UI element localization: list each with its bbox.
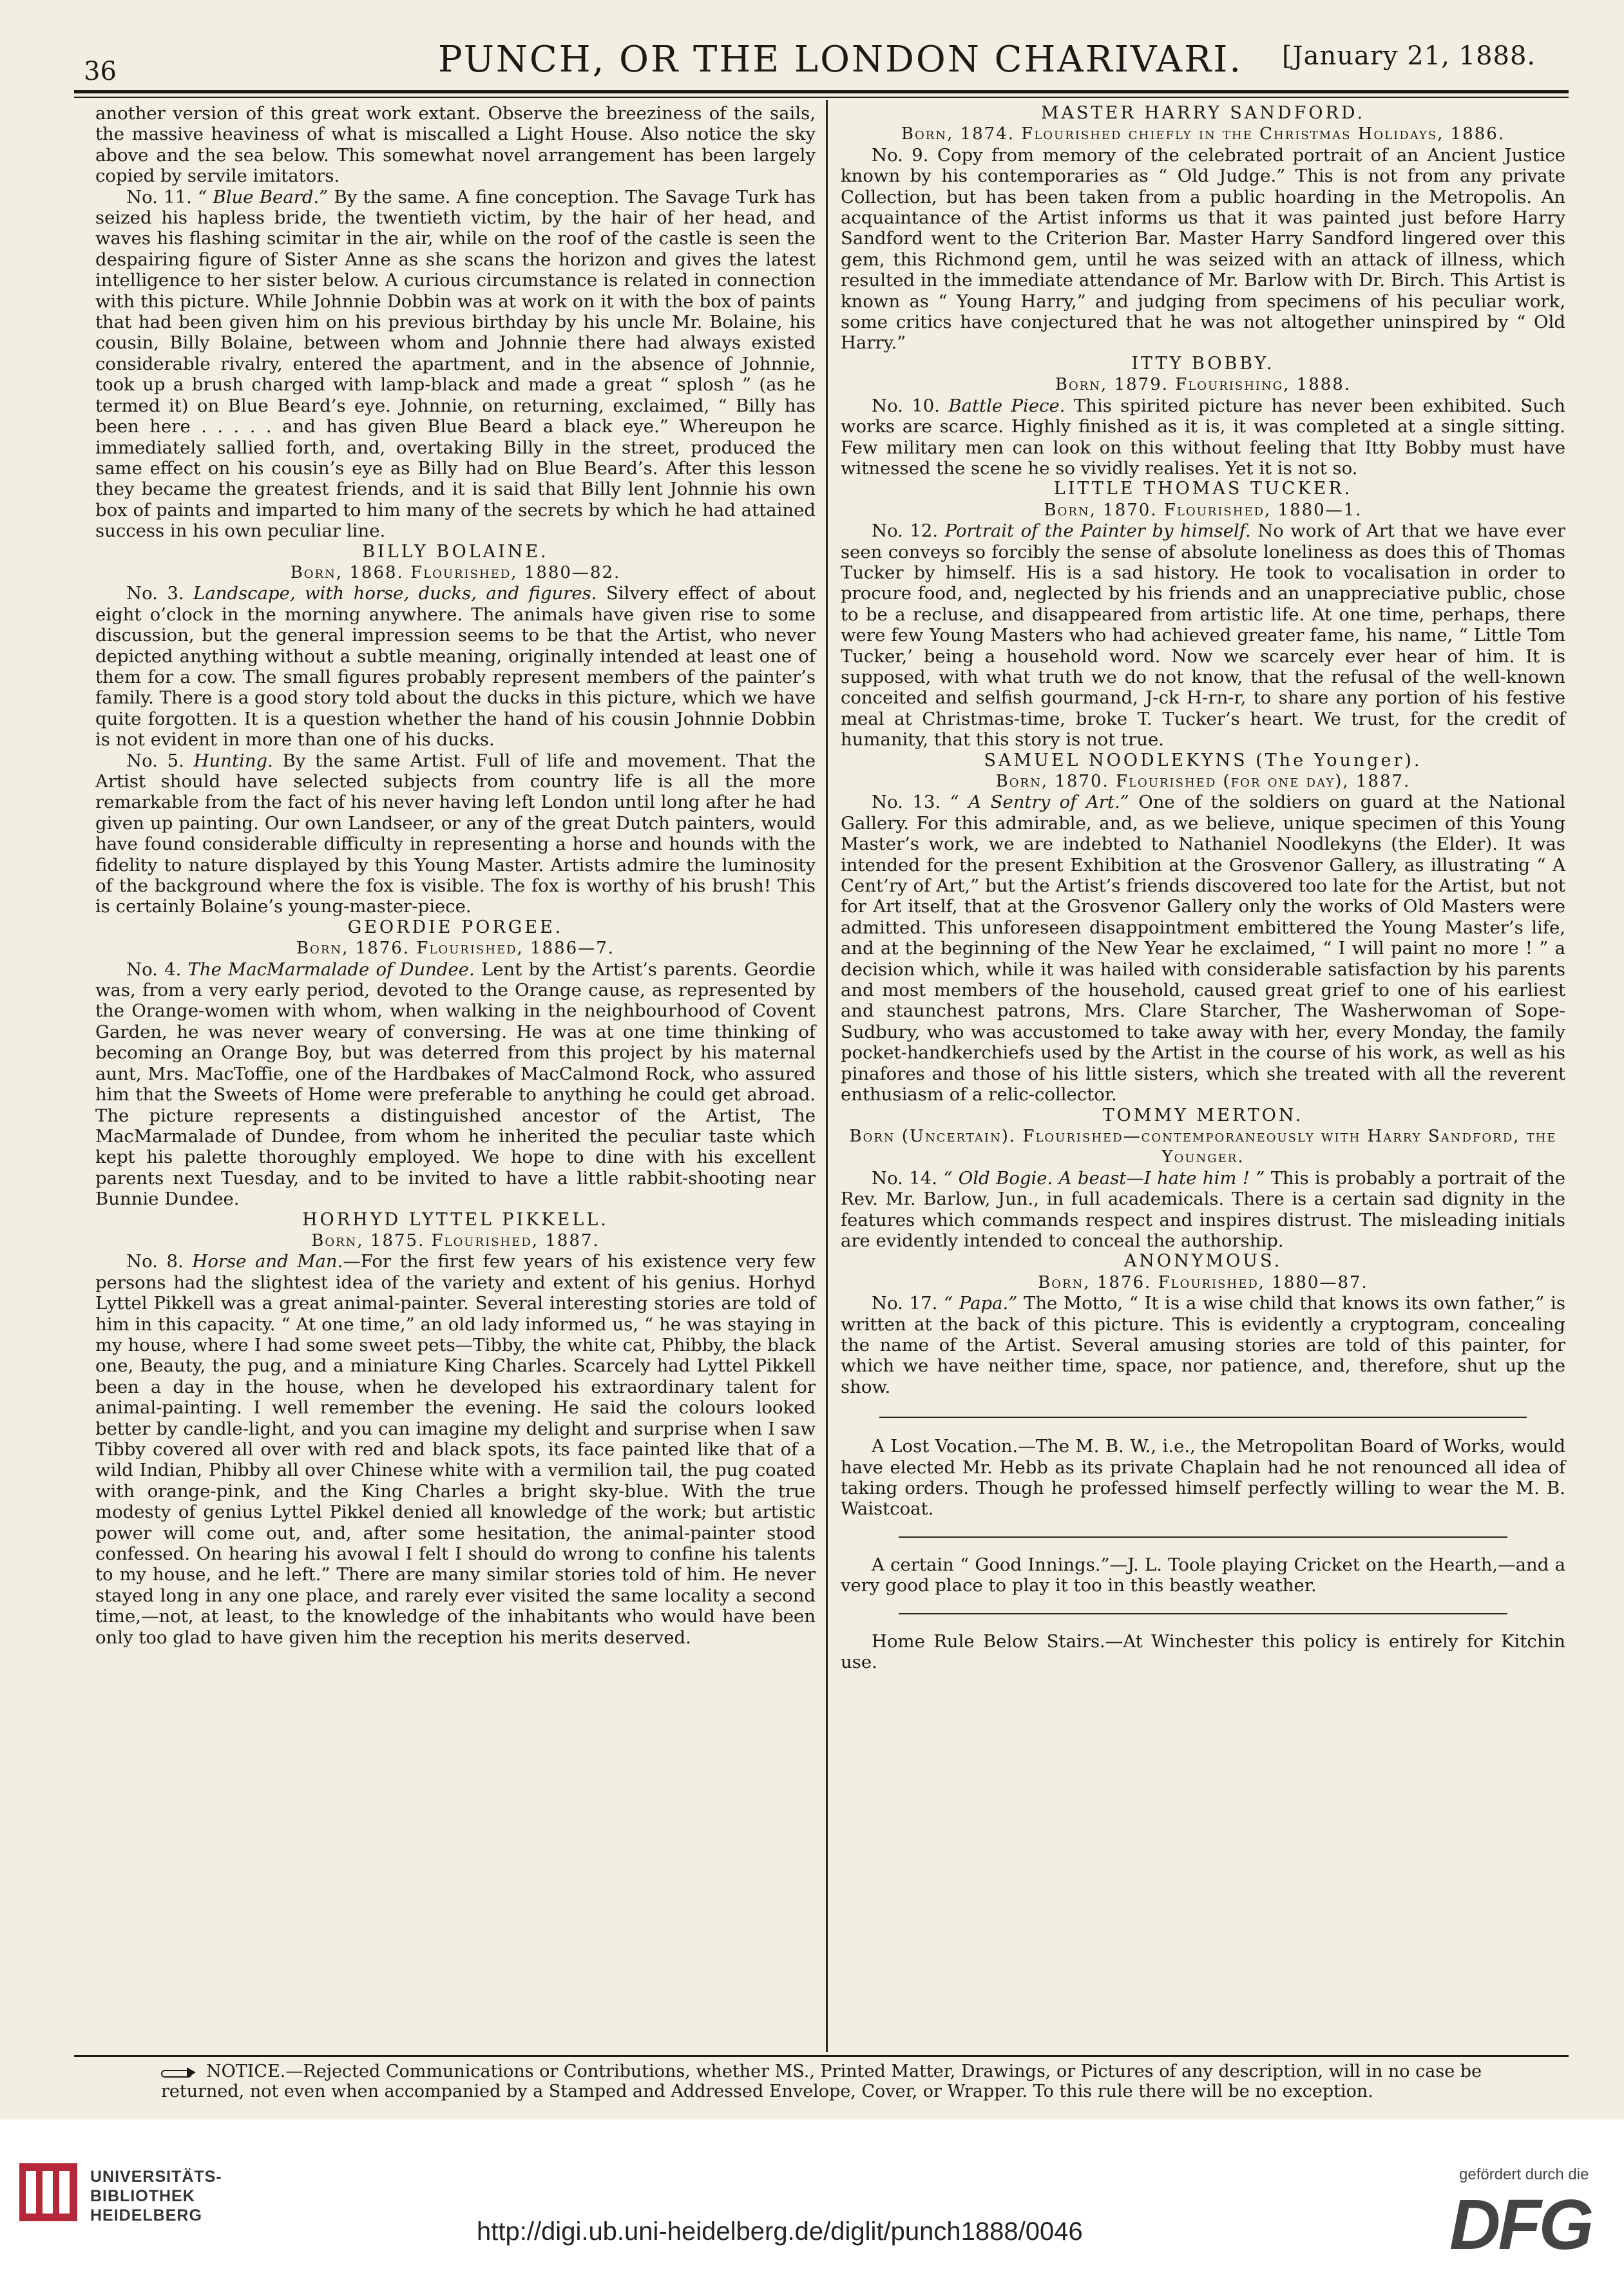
- artist-heading: HORHYD LYTTEL PIKKELL.: [302, 1209, 609, 1230]
- issue-date: [January 21, 1888.: [1282, 41, 1536, 71]
- entry-title: Horse and Man.: [192, 1251, 343, 1272]
- entry-text: Lent by the Artist’s parents. Geordie was, from a very early period, devoted to the Orange cause, as represented by the Orange-women with whom, when walking in the neighbourhood of Covent Garden, he was never weary of conversing. He was at one time thinking of becoming an Orange Boy, but was deterred from this project by his maternal aunt, Mrs. MacToffie, one of the Hardbakes of MacCalmond Rock, who assured him that the Sweets of Home were preferable to anything he could get abroad. The picture represents a distinguished ancestor of the Artist, The MacMarmalade of Dundee, from whom he inherited the peculiar taste which kept his palette thoroughly employed. We hope to dine with his excellent parents next Tuesday, and to be invited to have a little rabbit-shooting near Bunnie Dundee.: [95, 959, 816, 1210]
- entry-number: No. 11.: [126, 186, 192, 207]
- artist-heading: TOMMY MERTON.: [1102, 1105, 1304, 1125]
- column-divider: [826, 100, 828, 2052]
- paragraph: A Lost Vocation.—The M. B. W., i.e., the Metropolitan Board of Works, would have elected Mr. Hebb as its private Chaplain had he not renounced all idea of taking orders. Though he professed himself perfectly willing to wear the M. B. Waistcoat.: [841, 1436, 1565, 1520]
- paragraph: [841, 792, 1565, 1105]
- source-url-link[interactable]: http://digi.ub.uni-heidelberg.de/diglit/punch1888/0046: [477, 2217, 1083, 2246]
- paragraph: A certain “ Good Innings.”—J. L. Toole playing Cricket on the Hearth,—and a very good place to play it too in this beastly weather.: [841, 1554, 1565, 1596]
- notice: [161, 2061, 1565, 2101]
- page-number: 36: [84, 57, 117, 86]
- entry-title: Portrait of the Painter by himself.: [944, 521, 1251, 542]
- artist-heading: BILLY BOLAINE.: [362, 541, 549, 562]
- left-column: [95, 103, 816, 1648]
- library-logo: [19, 2158, 277, 2248]
- header-rule: [74, 90, 1569, 93]
- artist-heading: ITTY BOBBY.: [1131, 353, 1275, 374]
- notice-text: NOTICE.—Rejected Communications or Contributions, whether MS., Printed Matter, Drawings, or Pictures of any description, will in no case be returned, not even when accompanied by a Stamped and Addressed Envelope, Cover, or Wrapper. To this rule there will be no exception.: [161, 2061, 1482, 2101]
- entry-number: No. 17.: [872, 1293, 938, 1314]
- entry-number: No. 13.: [872, 792, 941, 813]
- artist-dates: Born, 1874. Flourished chiefly in the Christmas Holidays, 1886.: [901, 124, 1505, 144]
- entry-number: No. 9.: [872, 144, 929, 166]
- entry-number: No. 12.: [872, 521, 939, 542]
- artist-dates: Born, 1870. Flourished, 1880—1.: [1044, 500, 1362, 520]
- entry-text: This spirited picture has never been exhibited. Such works are scarce. Highly finished as it is, it was completed at a single sitting. Few military men can look on this without feeling that Itty Bobby must have witnessed the scene he so vividly realises. Yet it is not so.: [841, 395, 1565, 479]
- entry-text: One of the soldiers on guard at the National Gallery. For this admirable, and, as we believe, unique specimen of this Young Master’s work, we are indebted to Nathaniel Noodlekyns (the Elder). It was intended for the present Exhibition at the Grosvenor Gallery, as illustrating “ A Cent’ry of Art,” but the Artist’s friends discovered too late for the Artist, but not for Art itself, that at the Grosvenor Gallery only the works of Old Masters were admitted. This unforeseen disappointment embittered the Young Master’s life, and at the beginning of the New Year he exclaimed, “ I will paint no more ! ” a decision which, while it was hailed with considerable satisfaction by his parents and most members of the household, caused great grief to one of his earliest and staunchest patrons, Mrs. Clare Starcher, The Washerwoman of Sope-Sudbury, who was accustomed to take away with her, every Monday, the family pocket-handkerchiefs used by the Artist in the course of his work, as well as his pinafores and those of his little sisters, which she treated with all the reverent enthusiasm of a relic-collector.: [841, 792, 1565, 1105]
- footer-rule: [74, 2055, 1569, 2057]
- entry-number: No. 4.: [126, 959, 182, 980]
- artist-heading: SAMUEL NOODLEKYNS (The Younger).: [984, 750, 1422, 770]
- entry-text: The Motto, “ It is a wise child that knows its own father,” is written at the back of this picture. This is evidently a cryptogram, concealing the name of the Artist. Several amusing stories are told of this painter, for which we have neither time, space, nor patience, and, therefore, shut up the show.: [841, 1293, 1565, 1397]
- funder-logo: DFG: [1449, 2185, 1592, 2264]
- artist-dates: Born, 1876. Flourished, 1880—87.: [1038, 1272, 1368, 1292]
- paragraph: [841, 521, 1565, 750]
- entry-title: “ A Sentry of Art.”: [950, 792, 1129, 813]
- entry-title: “ Blue Beard.”: [198, 186, 329, 207]
- library-name: [90, 2167, 222, 2225]
- entry-text: This is probably a portrait of the Rev. Mr. Barlow, Jun., in full academicals. There is a certain sad dignity in the features which commands respect and inspires distrust. The misleading initials are evidently intended to conceal the authorship.: [841, 1167, 1565, 1251]
- header-rule-thin: [74, 97, 1569, 98]
- pointing-hand-icon: [161, 2064, 200, 2081]
- artist-dates: Born, 1868. Flourished, 1880—82.: [290, 562, 621, 582]
- entry-title: Landscape, with horse, ducks, and figures.: [193, 583, 597, 604]
- funder-caption: gefördert durch die: [1459, 2166, 1589, 2183]
- entry-title: The MacMarmalade of Dundee.: [187, 959, 475, 980]
- entry-title: “ Old Bogie. A beast—I hate him ! ”: [943, 1167, 1265, 1189]
- paragraph: Home Rule Below Stairs.—At Winchester this policy is entirely for Kitchin use.: [841, 1630, 1565, 1673]
- entry-text: Silvery effect of about eight o’clock in the morning anywhere. The animals have given rise to some discussion, but the general impression seems to be that the Artist, who never depicted anything without a subtle meaning, originally intended at least one of them for a cow. The small figures probably represent members of the painter’s family. There is a good story told about the ducks in this picture, which we have quite forgotten. It is a question whether the hand of his cousin Johnnie Dobbin is not evident in more than one of his ducks.: [95, 583, 816, 751]
- entry-title: Battle Piece.: [948, 395, 1065, 416]
- paragraph: [95, 751, 816, 917]
- library-name-line: BIBLIOTHEK: [90, 2187, 195, 2205]
- artist-dates: Born, 1879. Flourishing, 1888.: [1055, 375, 1352, 395]
- section-divider: [899, 1536, 1507, 1538]
- entry-text: Copy from memory of the celebrated portrait of an Ancient Justice known by his contemporaries as “ Old Judge.” This is not from any private Collection, but has been taken from a public hoarding in the Metropolis. An acquaintance of the Artist informs us that it was painted just before Harry Sandford went to the Criterion Bar. Master Harry Sandford lingered over this gem, this Richmond gem, until he was seized with an attack of illness, which resulted in the immediate attendance of Mr. Barlow with Dr. Birch. This Artist is known as “ Young Harry,” and judging from specimens of his peculiar work, some critics have conjectured that he was not altogether uninspired by “ Old Harry.”: [841, 144, 1565, 354]
- artist-heading: GEORDIE PORGEE.: [347, 917, 564, 937]
- entry-number: No. 10.: [872, 395, 940, 416]
- right-column: [841, 103, 1565, 1672]
- library-logo-icon: [19, 2163, 77, 2221]
- library-name-line: HEIDELBERG: [90, 2206, 202, 2224]
- paragraph: [841, 396, 1565, 479]
- paragraph: [95, 187, 816, 542]
- paragraph: [841, 1293, 1565, 1397]
- paragraph: [95, 959, 816, 1210]
- entry-number: No. 3.: [126, 583, 184, 604]
- artist-dates: Born, 1876. Flourished, 1886—7.: [296, 939, 615, 959]
- paragraph: [841, 1168, 1565, 1252]
- artist-dates: Born, 1875. Flourished, 1887.: [311, 1230, 600, 1250]
- entry-text: —For the first few years of his existence very few persons had the slightest idea of the variety and extent of his genius. Horhyd Lyttel Pikkell was a great animal-painter. Several interesting stories are told of him in this capacity. “ At one time,” an old lady informed us, “ he was staying in my house, where I had some sweet pets—Tibby, the white cat, Phibby, the black one, Beauty, the pug, and a miniature King Charles. Scarcely had Lyttel Pikkell been a day in the house, when he developed his extraordinary talent for animal-painting. I well remember the evening. He said the colours looked better by candle-light, and you can imagine my delight and surprise when I saw Tibby covered all over with red and black spots, its face painted like that of a wild Indian, Phibby all over Chinese white with a vermilion tail, the pug coated with orange-pink, and the King Charles a bright sky-blue. With the true modesty of genius Lyttel Pikkel denied all knowledge of the work; but artistic power will come out, and, after some hesitation, the animal-painter stood confessed. On hearing his avowal I felt I should do wrong to confine his talents to my house, and he left.” There are many similar stories told of him. He never stayed long in any one place, and rarely ever visited the same locality a second time,—not, at least, to the knowledge of the inhabitants who would have been only too glad to have given him the reception his merits deserved.: [95, 1251, 816, 1648]
- entry-title: Hunting.: [193, 750, 273, 771]
- entry-number: No. 8.: [126, 1251, 184, 1272]
- artist-heading: ANONYMOUS.: [1123, 1251, 1283, 1272]
- library-name-line: UNIVERSITÄTS-: [90, 2168, 222, 2186]
- entry-text: No work of Art that we have ever seen conveys so forcibly the sense of absolute loneliness as does this of Thomas Tucker by himself. His is a sad history. He took to vocalisation in order to procure food, and, neglected by his friends and an unappreciative public, chose to be a recluse, and disappeared from artistic life. At one time, perhaps, there were few Young Masters who had achieved greater fame, his name, “ Little Tom Tucker,’ being a household word. Now we scarcely ever hear of him. It is supposed, with what truth we do not know, that the refusal of the well-known conceited and selfish gourmand, J-ck H-rn-r, to share any portion of his festive meal at Christmas-time, broke T. Tucker’s heart. We trust, for the credit of humanity, that this story is not true.: [841, 521, 1565, 751]
- entry-number: No. 5.: [126, 750, 184, 771]
- page-title: PUNCH, OR THE LONDON CHARIVARI.: [438, 39, 1243, 81]
- section-divider: [879, 1417, 1527, 1418]
- artist-dates: Born, 1870. Flourished (for one day), 1887.: [995, 772, 1411, 791]
- entry-title: “ Papa.”: [944, 1293, 1018, 1314]
- section-divider: [899, 1613, 1507, 1614]
- paragraph: [95, 1251, 816, 1648]
- digitization-footer: [0, 2119, 1624, 2276]
- paragraph: [841, 145, 1565, 354]
- entry-text: By the same. A fine conception. The Savage Turk has seized his hapless bride, the twentieth victim, by the hair of her head, and waves his flashing scimitar in the air, while on the roof of the castle is seen the despairing figure of Sister Anne as she scans the horizon and gives the latest intelligence to her sister below. A curious circumstance is related in connection with this picture. While Johnnie Dobbin was at work on it with the box of paints that had been given him on his previous birthday by his uncle Mr. Bolaine, his cousin, Billy Bolaine, between whom and Johnnie there had always existed considerable rivalry, entered the apartment, and in the absence of Johnnie, took up a brush charged with lamp-black and made a great “ splosh ” (as he termed it) on Blue Beard’s eye. Johnnie, on returning, exclaimed, “ Billy has been here . . . . . and has given Blue Beard a black eye.” Whereupon he immediately sallied forth, and, overtaking Billy in the street, produced the same effect on his cousin’s eye as Billy had on Blue Beard’s. After this lesson they became the greatest friends, and it is said that Billy lent Johnnie his own box of paints and imparted to him many of the secrets by which he had attained success in his own peculiar line.: [95, 186, 816, 542]
- paragraph: another version of this great work extant. Observe the breeziness of the sails, the massive heaviness of what is miscalled a Light House. Also notice the sky above and the sea below. This somewhat novel arrangement has been largely copied by servile imitators.: [95, 103, 816, 187]
- artist-heading: MASTER HARRY SANDFORD.: [1040, 103, 1366, 123]
- paragraph: [95, 583, 816, 750]
- entry-number: No. 14.: [872, 1167, 937, 1189]
- artist-heading: LITTLE THOMAS TUCKER.: [1053, 479, 1353, 499]
- entry-text: By the same Artist. Full of life and movement. That the Artist should have selected subjects from country life is all the more remarkable from the fact of his never having left London until long after he had given up painting. Our own Landseer, or any of the great Dutch painters, would have found considerable difficulty in representing a horse and hounds with the fidelity to nature displayed by this Young Master. Artists admire the luminosity of the background where the fox is visible. The fox is worthy of his brush! This is certainly Bolaine’s young-master-piece.: [95, 750, 816, 917]
- artist-dates: Born (Uncertain). Flourished—contemporaneously with Harry Sandford, the Younger.: [849, 1126, 1557, 1167]
